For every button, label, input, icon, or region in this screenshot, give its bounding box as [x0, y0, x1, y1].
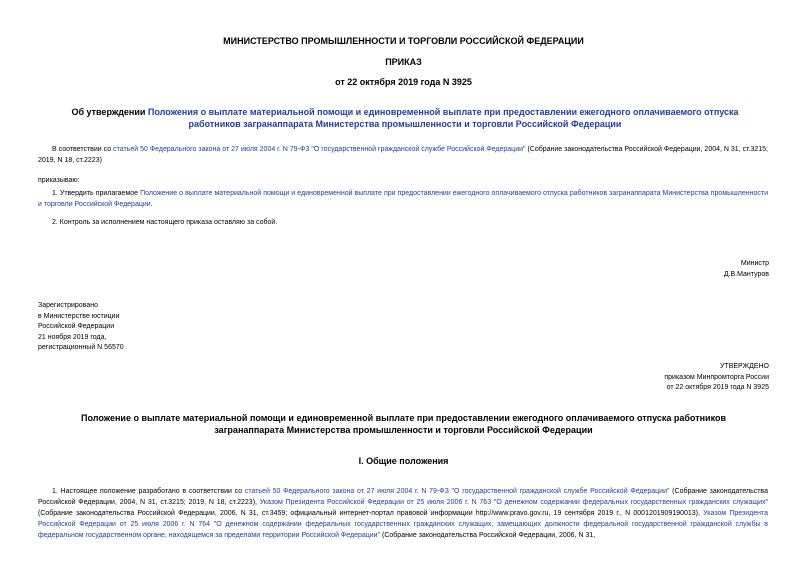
s1p1-decree-763-link[interactable]: Указом Президента Российской Федерации от 25 июля 2006 г. N 763 "О денежном содержании федеральных государственных гражданских служащих"	[259, 499, 768, 506]
registration-block	[38, 301, 124, 354]
s1p1-decree-764-link[interactable]: Указом Президента Российской Федерации от 25 июля 2006 г. N 764 "О денежном содержании федеральных государственных гражданских служащих, замещающих должности федеральной государственной гражданской службы в федеральном государственном органе, находящемся за пределами территории Российской Федерации"	[38, 510, 768, 539]
preamble-prefix: В соответствии со	[52, 146, 114, 153]
registration-line-5: регистрационный N 56570	[38, 344, 124, 351]
s1p1-law-link[interactable]: статьей 50 Федерального закона от 27 июля 2004 г. N 79-ФЗ "О государственной гражданской службе Российской Федерации"	[244, 488, 670, 495]
registration-line-1: Зарегистрировано	[38, 302, 98, 309]
signature-name: Д.В.Мантуров	[723, 271, 769, 278]
s1p1-text-4: (Собрание законодательства Российской Федерации, 2006, N 31,	[380, 532, 596, 539]
subject-link[interactable]: Положения о выплате материальной помощи и единовременной выплате при предоставлении ежегодного оплачиваемого отпуска работников загранаппарата Министерства промышленности и торговли Российской Федерации	[147, 107, 739, 129]
item1-regulation-link[interactable]: Положение о выплате материальной помощи и единовременной выплате при предоставлении ежегодного оплачиваемого отпуска работников загранаппарата Министерства промышленности и торговли Российской Федерации	[38, 190, 768, 208]
regulation-title: Положение о выплате материальной помощи и единовременной выплате при предоставлении ежегодного оплачиваемого отпуска работников загранаппарата Министерства промышленности и торговли Российской Федерации	[80, 413, 726, 435]
s1p1-text-1: 1. Настоящее положение разработано в соответствии со	[52, 488, 245, 495]
doc-type-heading: ПРИКАЗ	[385, 57, 422, 67]
orders-word: приказываю:	[38, 177, 80, 184]
document-subject	[60, 106, 750, 130]
ministry-heading: МИНИСТЕРСТВО ПРОМЫШЛЕННОСТИ И ТОРГОВЛИ РОССИЙСКОЙ ФЕДЕРАЦИИ	[223, 36, 584, 46]
item1-suffix: .	[150, 201, 153, 208]
section-1-paragraph-1	[38, 486, 768, 541]
doc-date-heading: от 22 октября 2019 года N 3925	[335, 77, 472, 87]
registration-line-3: Российской Федерации	[38, 323, 115, 330]
approved-line-3: от 22 октября 2019 года N 3925	[666, 384, 769, 391]
subject-prefix: Об утверждении	[71, 107, 148, 117]
approved-line-2: приказом Минпромторга России	[664, 373, 769, 381]
item1-prefix: 1. Утвердить прилагаемое	[52, 190, 141, 197]
preamble-suffix: (Собрание законодательства Российской Федерации, 2004, N 31, ст.3215; 2019, N 18, ст.2223)	[38, 146, 768, 164]
registration-line-4: 21 ноября 2019 года,	[38, 333, 107, 341]
preamble-paragraph	[38, 144, 768, 166]
s1p1-text-3: (Собрание законодательства Российской Федерации, 2006, N 31, ст.3459; официальный интернет-портал правовой информации http://www.pravo.gov.ru, 19 сентября 2019 г., N 0001201909190013),	[38, 510, 704, 517]
approved-line-1: УТВЕРЖДЕНО	[719, 363, 769, 370]
order-item-2: 2. Контроль за исполнением настоящего приказа оставляю за собой.	[52, 219, 278, 226]
order-item-1	[38, 188, 768, 210]
approved-block	[664, 362, 769, 394]
section-1-title: I. Общие положения	[358, 456, 449, 466]
registration-line-2: в Министерстве юстиции	[38, 312, 120, 320]
s1p1-text-2: (Собрание законодательства Российской Федерации, 2004, N 31, ст.3215; 2019, N 18, ст.2223),	[38, 488, 768, 506]
preamble-law-link[interactable]: статьей 50 Федерального закона от 27 июля 2004 г. N 79-ФЗ "О государственной гражданской службе Российской Федерации"	[113, 146, 526, 153]
signature-position: Министр	[740, 260, 769, 267]
